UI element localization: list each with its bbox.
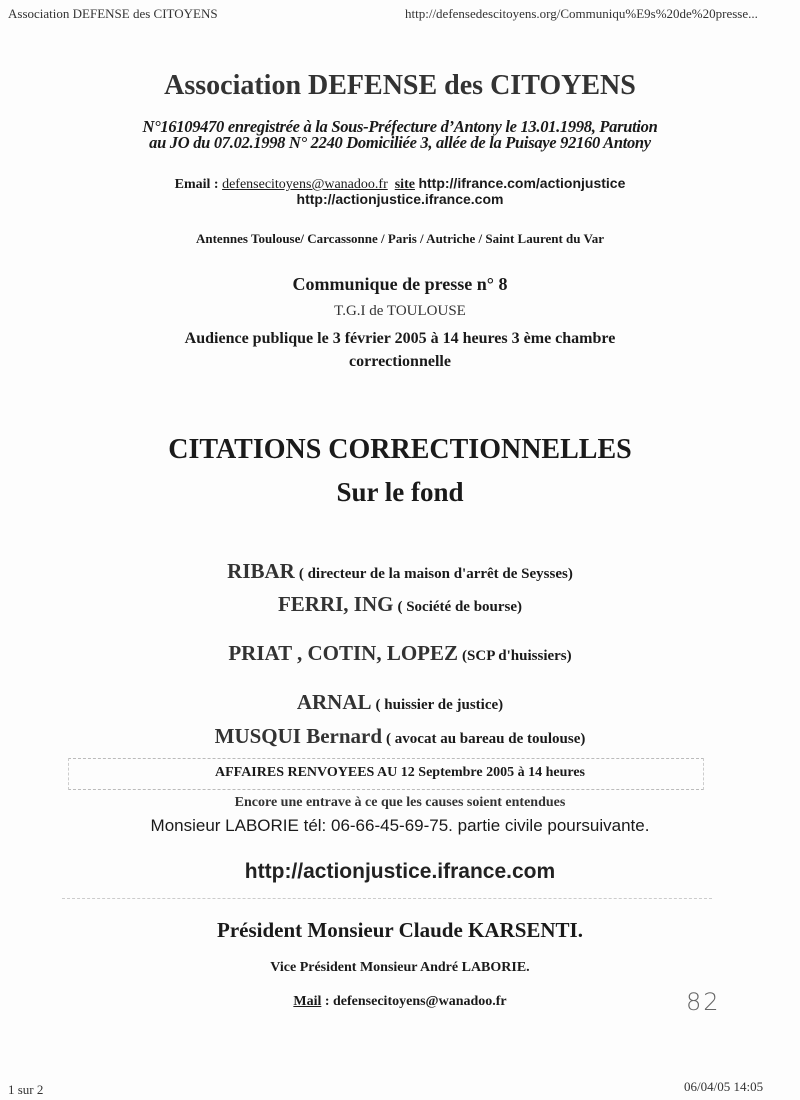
postponed-notice: AFFAIRES RENVOYEES AU 12 Septembre 2005 à 14 heures [215, 765, 585, 780]
defendant-priat: PRIAT , COTIN, LOPEZ (SCP d'huissiers) [228, 641, 572, 665]
site-url-1[interactable]: http://ifrance.com/actionjustice [418, 175, 626, 191]
vice-president: Vice Président Monsieur André LABORIE. [270, 960, 530, 975]
print-header-url: http://defensedescitoyens.org/Communiqu%E9s%20de%20presse... [405, 6, 758, 21]
email-label: Email : [174, 177, 219, 192]
court-name: T.G.I de TOULOUSE [334, 303, 466, 319]
defendant-ferri: FERRI, ING ( Société de bourse) [277, 592, 523, 616]
defendant-musqui: MUSQUI Bernard ( avocat au bareau de toulouse) [214, 724, 586, 748]
association-title: Association DEFENSE des CITOYENS [164, 70, 636, 101]
hearing-line-1: Audience publique le 3 février 2005 à 14 heures 3 ème chambre [184, 330, 616, 347]
comment: Encore une entrave à ce que les causes soient entendues [234, 795, 566, 810]
handwritten-number: 82 [686, 988, 721, 1016]
defendant-ribar: RIBAR ( directeur de la maison d'arrêt de Seysses) [227, 559, 573, 583]
sub-heading: Sur le fond [336, 477, 464, 507]
site-url-2[interactable]: http://actionjustice.ifrance.com [296, 191, 504, 207]
registration-line-1: N°16109470 enregistrée à la Sous-Préfecture d’Antony le 13.01.1998, Parution [142, 117, 658, 136]
contact-phone: Monsieur LABORIE tél: 06-66-45-69-75. partie civile poursuivante. [150, 816, 650, 835]
page-number: 1 sur 2 [8, 1082, 44, 1097]
site-label: site [394, 177, 415, 192]
divider [62, 898, 712, 899]
president: Président Monsieur Claude KARSENTI. [217, 918, 583, 942]
registration-line-2: au JO du 07.02.1998 N° 2240 Domiciliée 3, allée de la Puisaye 92160 Antony [149, 133, 651, 152]
main-heading: CITATIONS CORRECTIONNELLES [168, 434, 632, 465]
antennes: Antennes Toulouse/ Carcassonne / Paris / Autriche / Saint Laurent du Var [195, 231, 604, 246]
website-link[interactable]: http://actionjustice.ifrance.com [244, 860, 556, 883]
print-header-title: Association DEFENSE des CITOYENS [8, 6, 218, 21]
hearing-line-2: correctionnelle [349, 353, 451, 370]
defendant-arnal: ARNAL ( huissier de justice) [296, 690, 504, 714]
mail-address[interactable]: : defensecitoyens@wanadoo.fr [324, 994, 507, 1009]
mail-line [0, 995, 800, 1009]
mail-label: Mail [293, 994, 322, 1009]
email-link[interactable]: defensecitoyens@wanadoo.fr [222, 177, 388, 192]
communique-title: Communique de presse n° 8 [292, 274, 508, 294]
contact-line [0, 176, 800, 192]
print-timestamp: 06/04/05 14:05 [684, 1079, 764, 1094]
